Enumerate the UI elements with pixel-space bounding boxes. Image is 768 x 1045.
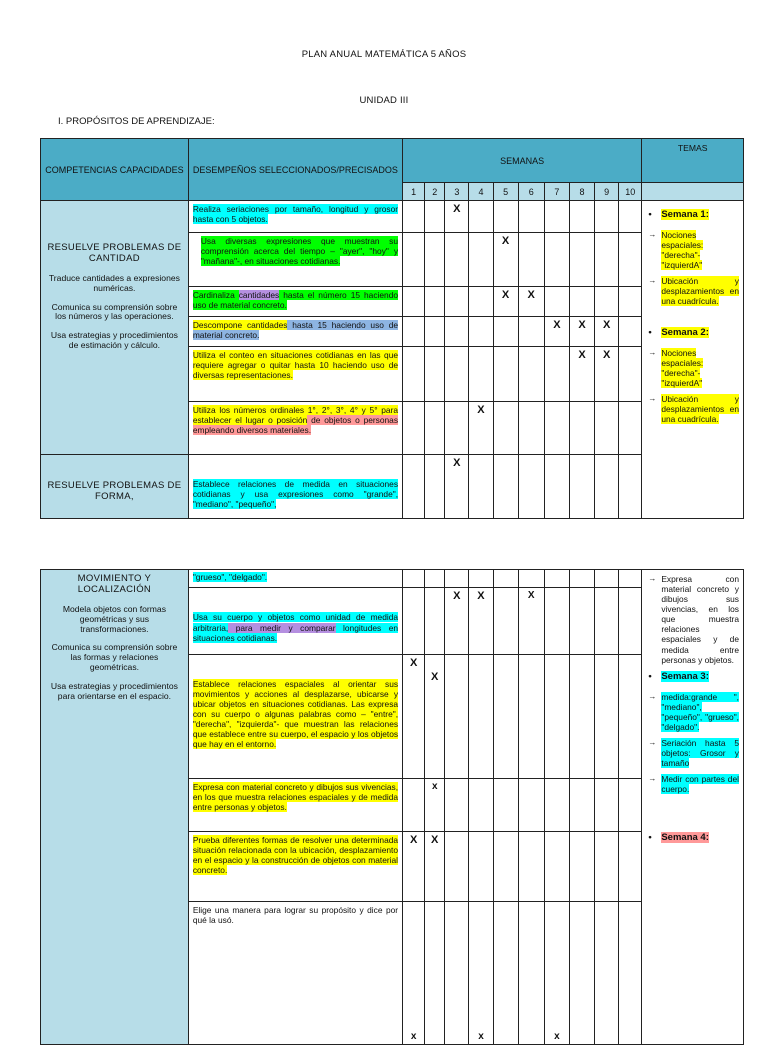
desempeno-text: Establece relaciones de medida en situaciones cotidianas y usa expresiones como "grande", "mediano", "pequeño", (192, 479, 399, 510)
week-mark: x (469, 901, 493, 1044)
week-number: 6 (518, 183, 544, 201)
capacity: Comunica su comprensión sobre las formas y relaciones geométricas. (51, 642, 178, 673)
competency-movimiento (41, 570, 189, 1045)
tema-text: Ubicación y desplazamientos en una cuadrícula. (661, 393, 739, 425)
week-mark: X (403, 654, 425, 778)
desempeno-text: hasta el número 15 haciendo uso de material concreto. (192, 290, 399, 311)
desempeno-cell (188, 455, 402, 519)
tema-text: Ubicación y desplazamientos en una cuadrícula. (661, 276, 739, 307)
desempeno-cell (188, 287, 402, 317)
week-number: 7 (544, 183, 569, 201)
week-number: 8 (569, 183, 594, 201)
desempeno-text: longitudes en situaciones cotidianas. (192, 622, 399, 643)
capacity: Modela objetos con formas geométricas y sus transformaciones. (62, 603, 166, 634)
week-number: 1 (403, 183, 425, 201)
week-number: 3 (445, 183, 469, 201)
capacity: Comunica su comprensión sobre los números y las operaciones. (51, 301, 178, 322)
desempeno-text: Usa diversas expresiones que muestran su comprensión acerca del tiempo – "ayer", "hoy" y "mañana"-, en situaciones cotidianas. (200, 236, 399, 267)
unit-title: UNIDAD III (359, 95, 409, 106)
week-mark: X (469, 402, 493, 455)
week-mark: X (569, 317, 594, 347)
desempeno-text: Realiza seriaciones por tamaño, longitud y grosor hasta con 5 objetos. (192, 204, 399, 225)
desempeno-text: hasta 15 haciendo uso de material concreto. (192, 320, 399, 341)
capacity: Traduce cantidades a expresiones numéricas. (48, 272, 180, 293)
purposes-table-1 (40, 138, 744, 519)
competency-title: RESUELVE PROBLEMAS DE FORMA, (47, 480, 182, 502)
week-mark: x (403, 901, 425, 1044)
week-mark: X (469, 588, 493, 655)
desempeno-text: Expresa con material concreto y dibujos sus vivencias, en los que muestra relaciones espaciales y de medida entre personas y objetos. (192, 781, 399, 812)
semana-label: Semana 3: (661, 670, 709, 682)
desempeno-text: Descompone cantidades (192, 320, 288, 330)
desempeno-text: Establece relaciones espaciales al orientar sus movimientos y acciones al desplazarse, ubicarse y ubicar objetos en situaciones cotidianas. Las expresa con su cuerpo o algunas palabras como – "entre", "derecha", "izquierda"- que muestran las relaciones que establece entre su cuerpo, el espacio y los objetos que hay en el entorno. (192, 678, 399, 750)
capacity: Usa estrategias y procedimientos de estimación y cálculo. (50, 330, 178, 351)
header-competencias: COMPETENCIAS CAPACIDADES (41, 139, 189, 201)
competency-title: MOVIMIENTO Y LOCALIZACIÓN (77, 573, 152, 595)
desempeno-cell (188, 901, 402, 1044)
temas-subheader (642, 183, 744, 201)
week-mark: X (445, 455, 469, 519)
desempeno-text: para medir y comparar (228, 622, 336, 633)
section-heading: I. PROPÓSITOS DE APRENDIZAJE: (58, 116, 215, 127)
header-temas: TEMAS (642, 139, 744, 183)
semana-label: Semana 2: (661, 326, 709, 338)
week-mark: x (425, 778, 445, 831)
week-mark: X (425, 654, 445, 778)
desempeno-cell (188, 654, 402, 778)
week-mark: X (518, 588, 544, 655)
header-desempenos: DESEMPEÑOS SELECCIONADOS/PRECISADOS (188, 139, 402, 201)
capacity: Usa estrategias y procedimientos para orientarse en el espacio. (50, 681, 178, 701)
competency-cantidad (41, 201, 189, 455)
week-mark: X (595, 347, 619, 402)
desempeno-text: Elige una manera para lograr su propósito y dice por qué la usó. (192, 904, 399, 925)
desempeno-text: Prueba diferentes formas de resolver una determinada situación relacionada con la ubicación, desplazamiento en el espacio y la construcción de objetos con material concreto. (192, 835, 399, 876)
semana-label: Semana 4: (661, 832, 709, 844)
week-number: 10 (619, 183, 642, 201)
week-mark: x (544, 901, 569, 1044)
desempeno-cell (188, 570, 402, 588)
week-mark: X (518, 287, 544, 317)
desempeno-text: cantidades (238, 290, 280, 300)
week-mark: X (425, 832, 445, 902)
week-mark: X (544, 317, 569, 347)
week-mark: X (493, 287, 518, 317)
week-mark: X (595, 317, 619, 347)
tema-text: Nociones espaciales: "derecha"- "izquierdA" (661, 230, 704, 271)
page-title: PLAN ANUAL MATEMÁTICA 5 AÑOS (301, 49, 467, 60)
tema-text: Medir con partes del cuerpo. (661, 774, 739, 795)
temas-cell: • Semana 1: → Nociones espaciales: "derecha"- "izquierdA" → Ubicación y desplazamientos en una cuadrícula. • Semana 2: → Nociones espaciales: "derecha"- "izquierdA" → Ubicación y desplazamientos en una cuadrícula. (642, 201, 744, 519)
competency-forma (41, 455, 189, 519)
desempeno-cell (188, 832, 402, 902)
competency-title: RESUELVE PROBLEMAS DE CANTIDAD (47, 242, 182, 264)
week-mark: X (403, 832, 425, 902)
header-semanas: SEMANAS (403, 139, 642, 183)
purposes-table-2 (40, 569, 744, 1045)
tema-text: medida:grande ", "mediano", "pequeño", "grueso", "delgado". (661, 691, 739, 732)
week-mark: X (493, 233, 518, 287)
desempeno-cell (188, 347, 402, 402)
desempeno-text: de objetos o personas empleando diversos materiales. (192, 415, 399, 436)
week-number: 5 (493, 183, 518, 201)
week-mark: X (445, 588, 469, 655)
desempeno-text: Usa su cuerpo y objetos como unidad de medida arbitraria, (192, 612, 399, 633)
week-number: 4 (469, 183, 493, 201)
desempeno-text: Utiliza el conteo en situaciones cotidianas en las que requiere agregar o quitar hasta 10 haciendo uso de diversas representaciones. (192, 350, 399, 381)
tema-text: Expresa con material concreto y dibujos sus vivencias, en los que muestra relaciones espaciales y de medida entre personas y objetos. (661, 574, 739, 665)
tema-text: Nociones espaciales: "derecha"- "izquierdA" (661, 347, 704, 388)
desempeno-cell (188, 588, 402, 655)
week-mark: X (569, 347, 594, 402)
desempeno-cell (188, 402, 402, 455)
week-number: 9 (595, 183, 619, 201)
desempeno-cell (188, 317, 402, 347)
temas-cell: → Expresa con material concreto y dibujos sus vivencias, en los que muestra relaciones espaciales y de medida entre personas y objetos. • Semana 3: → medida:grande ", "mediano", "pequeño", "grueso", "delgado". → Seriación hasta 5 objetos: Grosor y tamaño → Medir con partes del cuerpo. • Semana 4: (642, 570, 744, 1045)
tema-text: Seriación hasta 5 objetos: Grosor y tamaño (661, 738, 739, 769)
desempeno-text: Utiliza los números ordinales 1°, 2°, 3°, 4° y 5° para establecer el lugar o posición (192, 405, 399, 426)
desempeno-cell (188, 201, 402, 233)
week-number: 2 (425, 183, 445, 201)
desempeno-text: Cardinaliza (192, 290, 239, 300)
desempeno-cell (188, 233, 402, 287)
semana-label: Semana 1: (661, 209, 709, 220)
desempeno-text: "grueso", "delgado". (192, 572, 268, 582)
desempeno-cell (188, 778, 402, 831)
week-mark: X (445, 201, 469, 233)
